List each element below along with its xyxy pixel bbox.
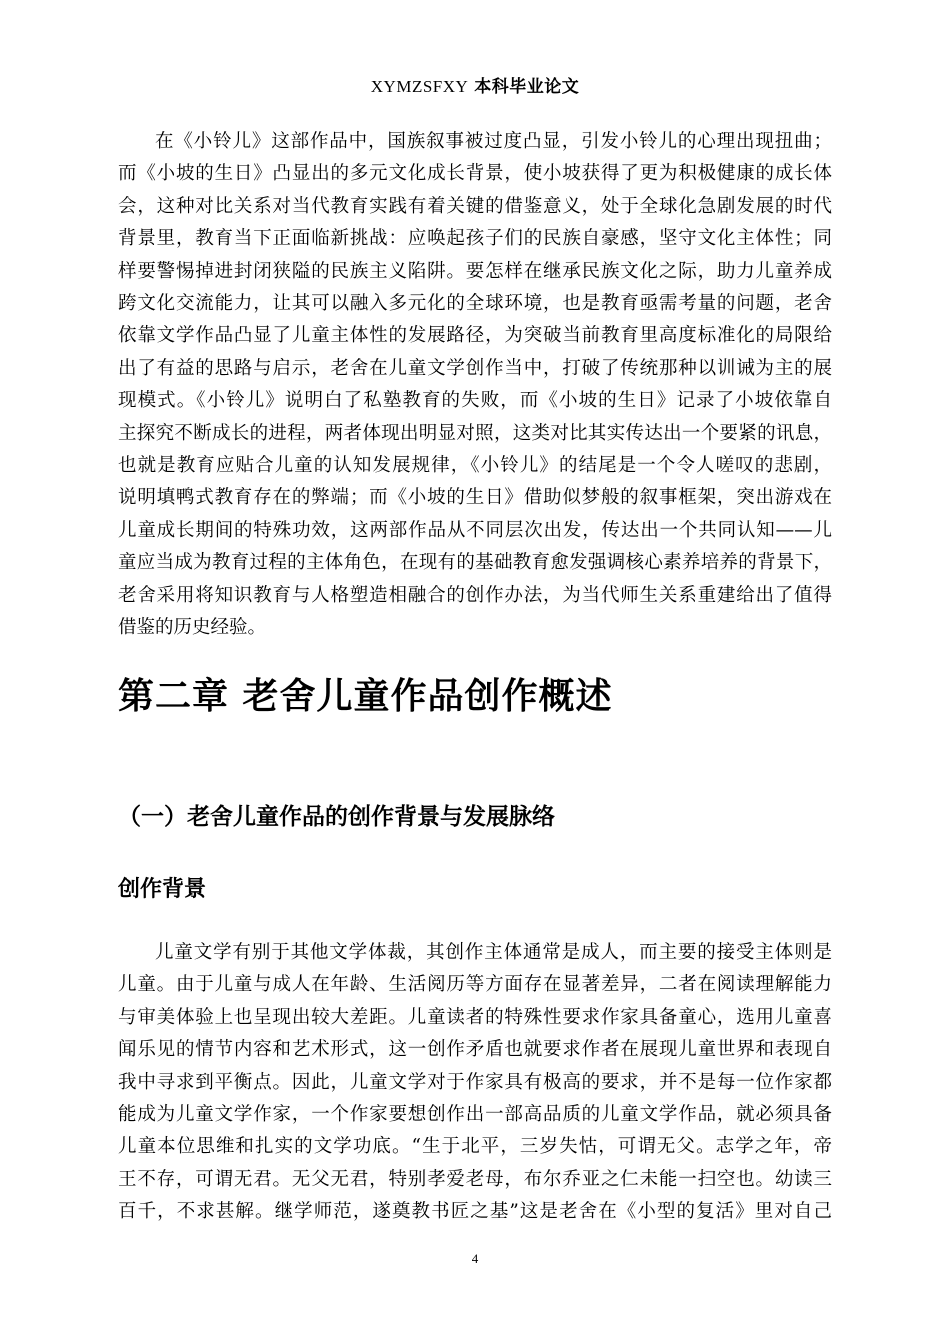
paragraph-line: 而《小坡的生日》凸显出的多元文化成长背景，使小坡获得了更为积极健康的成长体	[118, 163, 832, 185]
header-code: XYMZSFXY	[370, 77, 469, 96]
paragraph-line: 现模式。《小铃儿》说明白了私塾教育的失败，而《小坡的生日》记录了小坡依靠自	[118, 390, 832, 412]
paragraph-line: 与审美体验上也呈现出较大差距。儿童读者的特殊性要求作家具备童心，选用儿童喜	[118, 1006, 832, 1028]
paragraph-line: 儿童。由于儿童与成人在年龄、生活阅历等方面存在显著差异，二者在阅读理解能力	[118, 974, 832, 996]
paragraph-line: 样要警惕掉进封闭狭隘的民族主义陷阱。要怎样在继承民族文化之际，助力儿童养成	[118, 260, 832, 282]
paragraph-line: 跨文化交流能力，让其可以融入多元化的全球环境，也是教育亟需考量的问题，老舍	[118, 293, 832, 315]
section-title: （一）老舍儿童作品的创作背景与发展脉络	[118, 804, 555, 830]
body-paragraph-2	[118, 937, 832, 1229]
paragraph-line: 老舍采用将知识教育与人格塑造相融合的创作办法，为当代师生关系重建给出了值得	[118, 584, 832, 606]
paragraph-line: 儿童成长期间的特殊功效，这两部作品从不同层次出发，传达出一个共同认知——儿	[118, 519, 832, 541]
paragraph-line: 依靠文学作品凸显了儿童主体性的发展路径，为突破当前教育里高度标准化的局限给	[118, 325, 832, 347]
body-paragraph-1	[118, 126, 832, 645]
paragraph-line: 出了有益的思路与启示，老舍在儿童文学创作当中，打破了传统那种以训诫为主的展	[118, 357, 832, 379]
paragraph-line: 童应当成为教育过程的主体角色，在现有的基础教育愈发强调核心素养培养的背景下，	[118, 552, 832, 574]
chapter-title: 第二章 老舍儿童作品创作概述	[118, 676, 613, 717]
paragraph-line: 也就是教育应贴合儿童的认知发展规律，《小铃儿》的结尾是一个令人嗟叹的悲剧，	[118, 455, 832, 477]
paragraph-line: 借鉴的历史经验。	[118, 617, 267, 639]
paragraph-line: 会，这种对比关系对当代教育实践有着关键的借鉴意义，处于全球化急剧发展的时代	[118, 195, 832, 217]
subsection-title: 创作背景	[118, 877, 207, 902]
paragraph-line: 王不存，可谓无君。无父无君，特别孝爱老母，布尔乔亚之仁未能一扫空也。幼读三	[118, 1168, 832, 1190]
paragraph-line: 在《小铃儿》这部作品中，国族叙事被过度凸显，引发小铃儿的心理出现扭曲；	[155, 131, 832, 152]
paragraph-line: 说明填鸭式教育存在的弊端；而《小坡的生日》借助似梦般的叙事框架，突出游戏在	[118, 487, 832, 509]
page-number: 4	[471, 1251, 479, 1266]
header-title: 本科毕业论文	[474, 77, 580, 97]
paragraph-line: 闻乐见的情节内容和艺术形式，这一创作矛盾也就要求作者在展现儿童世界和表现自	[118, 1039, 832, 1061]
paragraph-line: 儿童本位思维和扎实的文学功底。“生于北平，三岁失怙，可谓无父。志学之年，帝	[118, 1136, 832, 1158]
paragraph-line: 百千，不求甚解。继学师范，遂奠教书匠之基”这是老舍在《小型的复活》里对自己	[118, 1201, 832, 1223]
paragraph-line: 我中寻求到平衡点。因此，儿童文学对于作家具有极高的要求，并不是每一位作家都	[118, 1071, 832, 1093]
running-header	[0, 72, 950, 97]
paragraph-line: 儿童文学有别于其他文学体裁，其创作主体通常是成人，而主要的接受主体则是	[155, 942, 832, 963]
paragraph-line: 主探究不断成长的进程，两者体现出明显对照，这类对比其实传达出一个要紧的讯息，	[118, 422, 832, 444]
paragraph-line: 背景里，教育当下正面临新挑战：应唤起孩子们的民族自豪感，坚守文化主体性；同	[118, 228, 832, 250]
paragraph-line: 能成为儿童文学作家，一个作家要想创作出一部高品质的儿童文学作品，就必须具备	[118, 1104, 832, 1126]
